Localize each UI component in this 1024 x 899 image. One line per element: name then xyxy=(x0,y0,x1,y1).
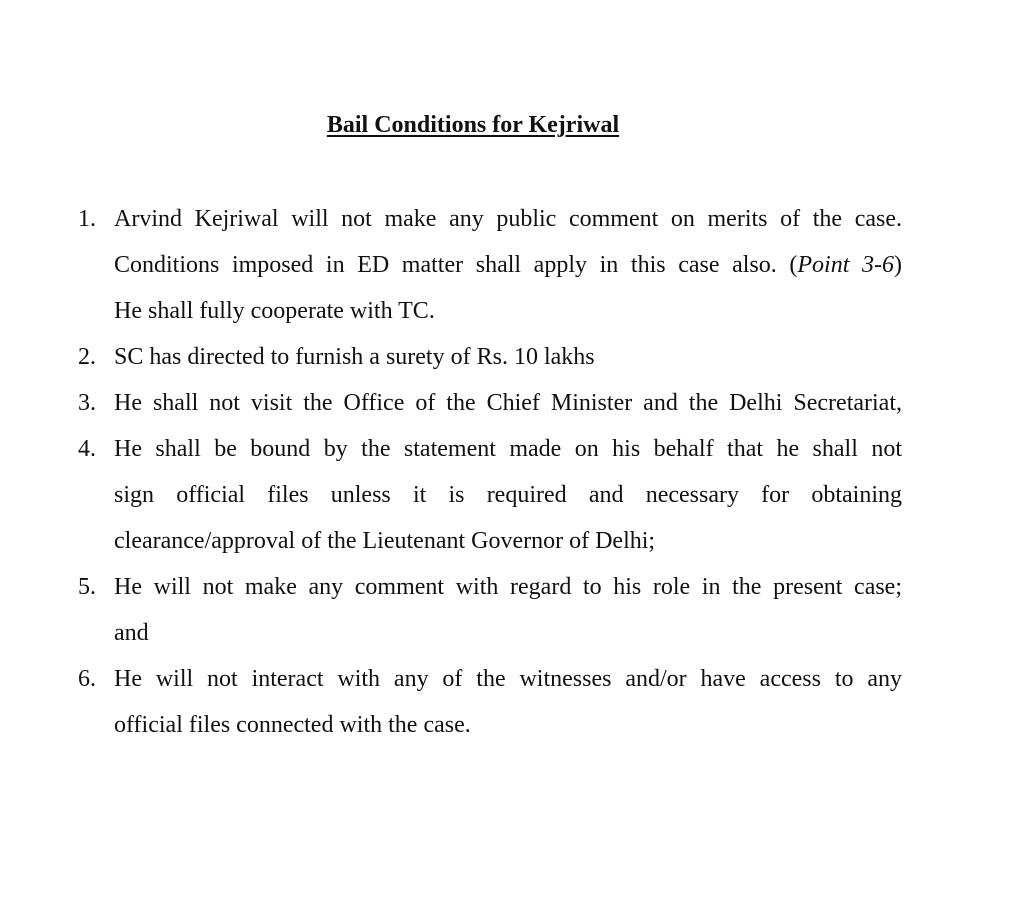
item-line: Arvind Kejriwal will not make any public comment on merits of the case. xyxy=(114,206,902,232)
bail-conditions-list xyxy=(66,196,902,748)
list-item xyxy=(66,426,902,564)
item-text xyxy=(114,564,902,656)
item-number: 3. xyxy=(78,390,96,416)
document-title: Bail Conditions for Kejriwal xyxy=(326,112,620,138)
item-line: SC has directed to furnish a surety of Rs. 10 lakhs xyxy=(114,344,595,370)
item-line: and xyxy=(114,620,149,646)
item-number: 1. xyxy=(78,206,96,232)
item-text xyxy=(114,426,902,564)
list-item xyxy=(66,334,902,380)
list-item xyxy=(66,564,902,656)
item-line: He will not interact with any of the witnesses and/or have access to any xyxy=(114,666,902,692)
item-number: 2. xyxy=(78,344,96,370)
item-number: 4. xyxy=(78,436,96,462)
item-line: He shall not visit the Office of the Chief Minister and the Delhi Secretariat, xyxy=(114,390,902,416)
list-item xyxy=(66,656,902,748)
item-line: clearance/approval of the Lieutenant Governor of Delhi; xyxy=(114,528,656,554)
list-item xyxy=(66,196,902,334)
item-line: He shall be bound by the statement made on his behalf that he shall not xyxy=(114,436,902,462)
item-line: He shall fully cooperate with TC. xyxy=(114,298,435,324)
item-line: sign official files unless it is required and necessary for obtaining xyxy=(114,482,902,508)
italic-reference: Point 3-6 xyxy=(797,252,894,278)
item-line: Conditions imposed in ED matter shall apply in this case also. (Point 3-6) xyxy=(114,252,902,278)
item-line: He will not make any comment with regard to his role in the present case; xyxy=(114,574,902,600)
item-line: official files connected with the case. xyxy=(114,712,471,738)
item-text xyxy=(114,656,902,748)
item-text xyxy=(114,380,902,426)
item-number: 5. xyxy=(78,574,96,600)
item-text xyxy=(114,196,902,334)
item-number: 6. xyxy=(78,666,96,692)
item-text xyxy=(114,334,902,380)
list-item xyxy=(66,380,902,426)
